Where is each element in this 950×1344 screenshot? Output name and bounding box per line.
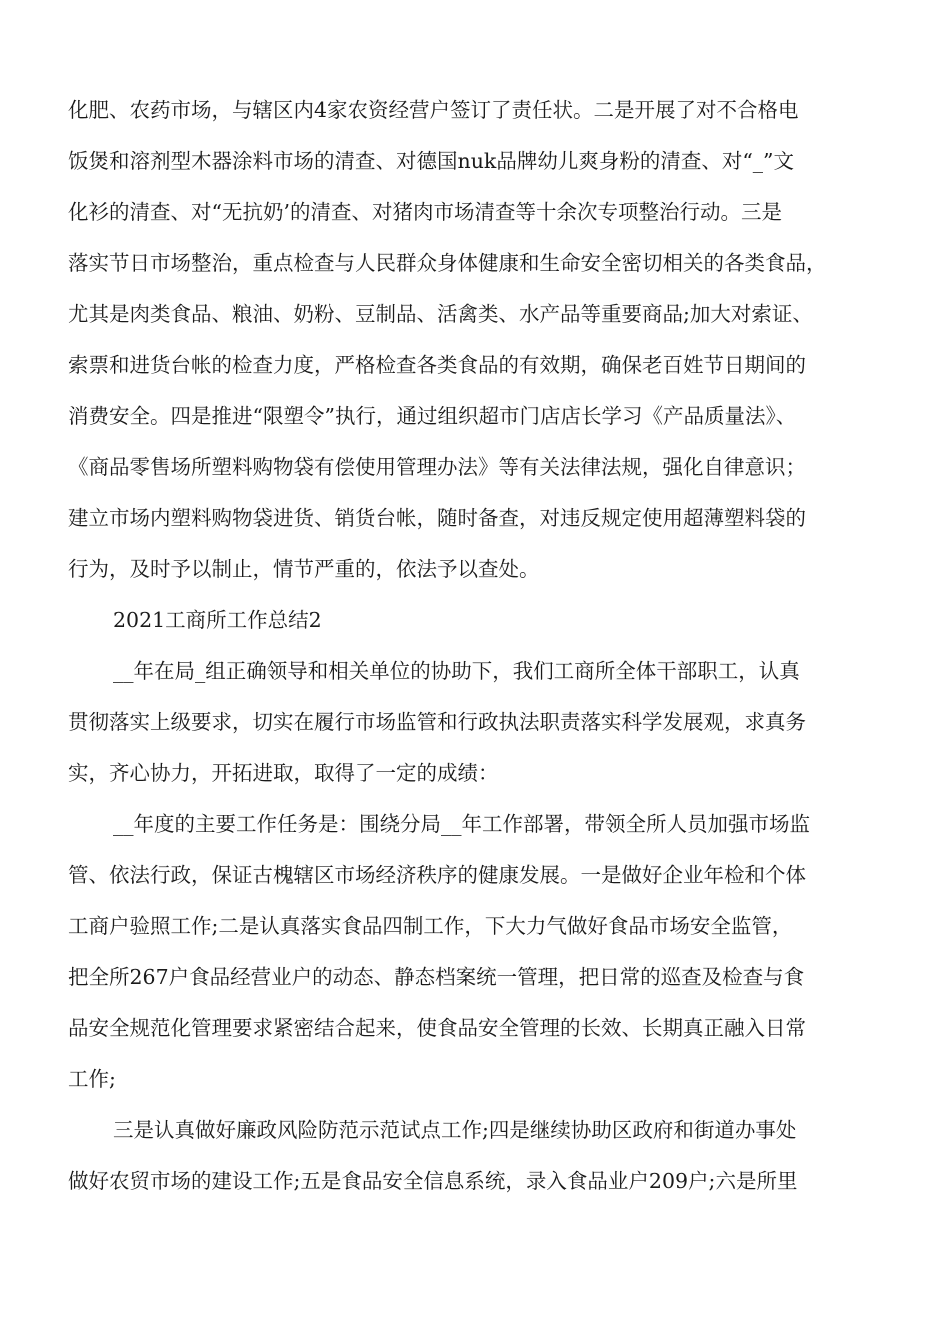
paragraph-line: 《商品零售场所塑料购物袋有偿使用管理办法》等有关法律法规，强化自律意识； xyxy=(68,455,806,479)
paragraph-line: 饭煲和溶剂型木器涂料市场的清查、对德国nuk品牌幼儿爽身粉的清查、对“_”文 xyxy=(68,149,795,173)
paragraph-line: 工作; xyxy=(68,1067,116,1091)
paragraph-line: 落实节日市场整治，重点检查与人民群众身体健康和生命安全密切相关的各类食品， xyxy=(68,251,827,275)
paragraph-line: 行为，及时予以制止，情节严重的，依法予以查处。 xyxy=(68,557,540,581)
paragraph-line: 建立市场内塑料购物袋进货、销货台帐，随时备查，对违反规定使用超薄塑料袋的 xyxy=(68,506,806,530)
paragraph-line: 贯彻落实上级要求，切实在履行市场监管和行政执法职责落实科学发展观，求真务 xyxy=(68,710,806,734)
paragraph-line: 尤其是肉类食品、粮油、奶粉、豆制品、活禽类、水产品等重要商品;加大对索证、 xyxy=(68,302,813,326)
paragraph-line: 化衫的清查、对“无抗奶’的清查、对猪肉市场清查等十余次专项整治行动。三是 xyxy=(68,200,782,224)
paragraph-line: 把全所267户食品经营业户的动态、静态档案统一管理，把日常的巡查及检查与食 xyxy=(68,965,805,989)
paragraph-line: 管、依法行政，保证古槐辖区市场经济秩序的健康发展。一是做好企业年检和个体 xyxy=(68,863,806,887)
paragraph-line: 工商户验照工作;二是认真落实食品四制工作，下大力气做好食品市场安全监管， xyxy=(68,914,793,938)
paragraph-line: 三是认真做好廉政风险防范示范试点工作;四是继续协助区政府和街道办事处 xyxy=(113,1118,797,1142)
paragraph-line: 索票和进货台帐的检查力度，严格检查各类食品的有效期，确保老百姓节日期间的 xyxy=(68,353,806,377)
paragraph-line: 品安全规范化管理要求紧密结合起来，使食品安全管理的长效、长期真正融入日常 xyxy=(68,1016,806,1040)
paragraph-line: __年度的主要工作任务是：围绕分局__年工作部署，带领全所人员加强市场监 xyxy=(113,812,810,836)
paragraph-line: 做好农贸市场的建设工作;五是食品安全信息系统，录入食品业户209户;六是所里 xyxy=(68,1169,798,1193)
section-heading: 2021工商所工作总结2 xyxy=(113,608,322,632)
paragraph-line: 化肥、农药市场，与辖区内4家农资经营户签订了责任状。二是开展了对不合格电 xyxy=(68,98,799,122)
paragraph-line: 实，齐心协力，开拓进取，取得了一定的成绩： xyxy=(68,761,499,785)
paragraph-line: __年在局_组正确领导和相关单位的协助下，我们工商所全体干部职工，认真 xyxy=(113,659,800,683)
paragraph-line: 消费安全。四是推进“限塑令”执行，通过组织超市门店店长学习《产品质量法》、 xyxy=(68,404,797,428)
